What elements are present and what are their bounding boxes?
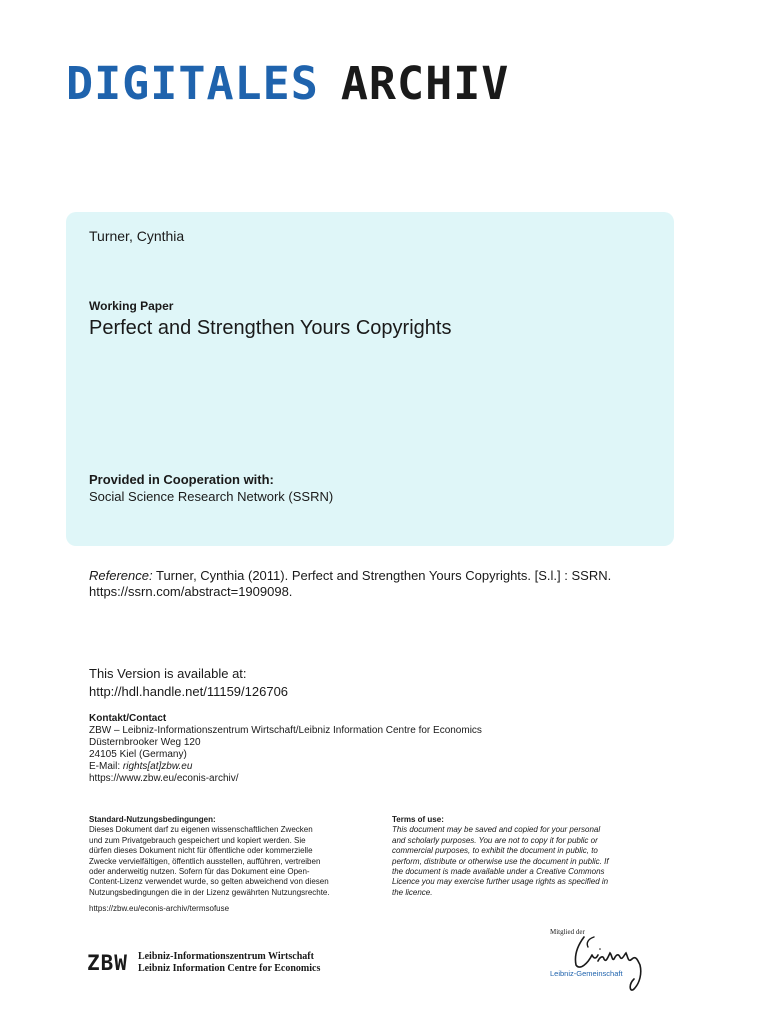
contact-website-link[interactable]: https://www.zbw.eu/econis-archiv/ bbox=[89, 773, 239, 784]
terms-german-line: dürfen dieses Dokument nicht für öffentliche oder kommerzielle bbox=[89, 846, 313, 856]
zbw-logo bbox=[87, 951, 320, 975]
handle-link[interactable]: http://hdl.handle.net/11159/126706 bbox=[89, 684, 289, 699]
terms-german-line: Dieses Dokument darf zu eigenen wissenschaftlichen Zwecken bbox=[89, 825, 313, 835]
contact-org: ZBW – Leibniz-Informationszentrum Wirtschaft/Leibniz Information Centre for Economics bbox=[89, 725, 482, 736]
zbw-name bbox=[138, 951, 320, 975]
logo-word-archiv: ARCHIV bbox=[340, 57, 510, 110]
terms-german-line: und zum Privatgebrauch gespeichert und kopiert werden. Sie bbox=[89, 835, 306, 845]
terms-english-line: commercial purposes, to exhibit the document in public, to bbox=[392, 846, 598, 856]
terms-english-line: Licence you may exercise further usage rights as specified in bbox=[392, 877, 609, 887]
leibniz-signature-icon bbox=[548, 925, 658, 995]
terms-english bbox=[392, 815, 654, 898]
leibniz-member-label: Mitglied der bbox=[550, 928, 585, 936]
reference-link[interactable]: https://ssrn.com/abstract=1909098. bbox=[89, 584, 293, 599]
contact-street: Düsternbrooker Weg 120 bbox=[89, 737, 201, 748]
document-title: Perfect and Strengthen Yours Copyrights bbox=[89, 317, 452, 339]
terms-english-heading: Terms of use: bbox=[392, 815, 444, 824]
contact-block bbox=[89, 713, 482, 785]
version-block bbox=[89, 665, 288, 701]
author-name: Turner, Cynthia bbox=[89, 228, 185, 244]
digitales-archiv-logo bbox=[66, 57, 510, 110]
contact-email-label: E-Mail: bbox=[89, 761, 123, 772]
leibniz-logo bbox=[548, 925, 658, 995]
terms-german bbox=[89, 815, 374, 898]
zbw-name-english: Leibniz Information Centre for Economics bbox=[137, 963, 321, 974]
terms-english-line: perform, distribute or otherwise use the document in public. If bbox=[392, 856, 609, 866]
terms-english-line: This document may be saved and copied for your personal bbox=[392, 825, 601, 835]
document-type-label: Working Paper bbox=[89, 299, 174, 313]
cooperation-value: Social Science Research Network (SSRN) bbox=[89, 489, 334, 504]
contact-email-line bbox=[89, 761, 482, 773]
reference-label: Reference: bbox=[89, 568, 153, 583]
terms-german-line: Zwecke vervielfältigen, öffentlich ausstellen, aufführen, vertreiben bbox=[89, 856, 321, 866]
terms-of-use-link[interactable]: https://zbw.eu/econis-archiv/termsofuse bbox=[89, 904, 230, 913]
zbw-name-german: Leibniz-Informationszentrum Wirtschaft bbox=[137, 951, 314, 962]
zbw-mark: ZBW bbox=[87, 951, 128, 975]
terms-german-line: Content-Lizenz verwendet wurde, so gelten abweichend von diesen bbox=[89, 877, 329, 887]
reference-text: Turner, Cynthia (2011). Perfect and Strengthen Yours Copyrights. [S.l.] : SSRN. bbox=[155, 568, 612, 583]
cooperation-label: Provided in Cooperation with: bbox=[89, 472, 274, 487]
logo-word-digitales: DIGITALES bbox=[66, 57, 319, 110]
document-info-card bbox=[66, 212, 674, 546]
reference-block bbox=[89, 568, 649, 600]
leibniz-gemeinschaft-label: Leibniz-Gemeinschaft bbox=[550, 969, 623, 978]
terms-german-line: Nutzungsbedingungen die in der Lizenz gewährten Nutzungsrechte. bbox=[89, 887, 330, 897]
terms-english-line: the document is made available under a Creative Commons bbox=[392, 867, 605, 877]
terms-english-line: the licence. bbox=[392, 887, 433, 897]
contact-heading: Kontakt/Contact bbox=[89, 713, 167, 724]
contact-email[interactable]: rights[at]zbw.eu bbox=[122, 761, 193, 772]
terms-german-heading: Standard-Nutzungsbedingungen: bbox=[89, 815, 216, 824]
contact-city: 24105 Kiel (Germany) bbox=[89, 749, 187, 760]
terms-english-line: and scholarly purposes. You are not to copy it for public or bbox=[392, 835, 598, 845]
terms-german-line: oder anderweitig nutzen. Sofern für das Dokument eine Open- bbox=[89, 867, 310, 877]
version-label: This Version is available at: bbox=[89, 666, 247, 681]
